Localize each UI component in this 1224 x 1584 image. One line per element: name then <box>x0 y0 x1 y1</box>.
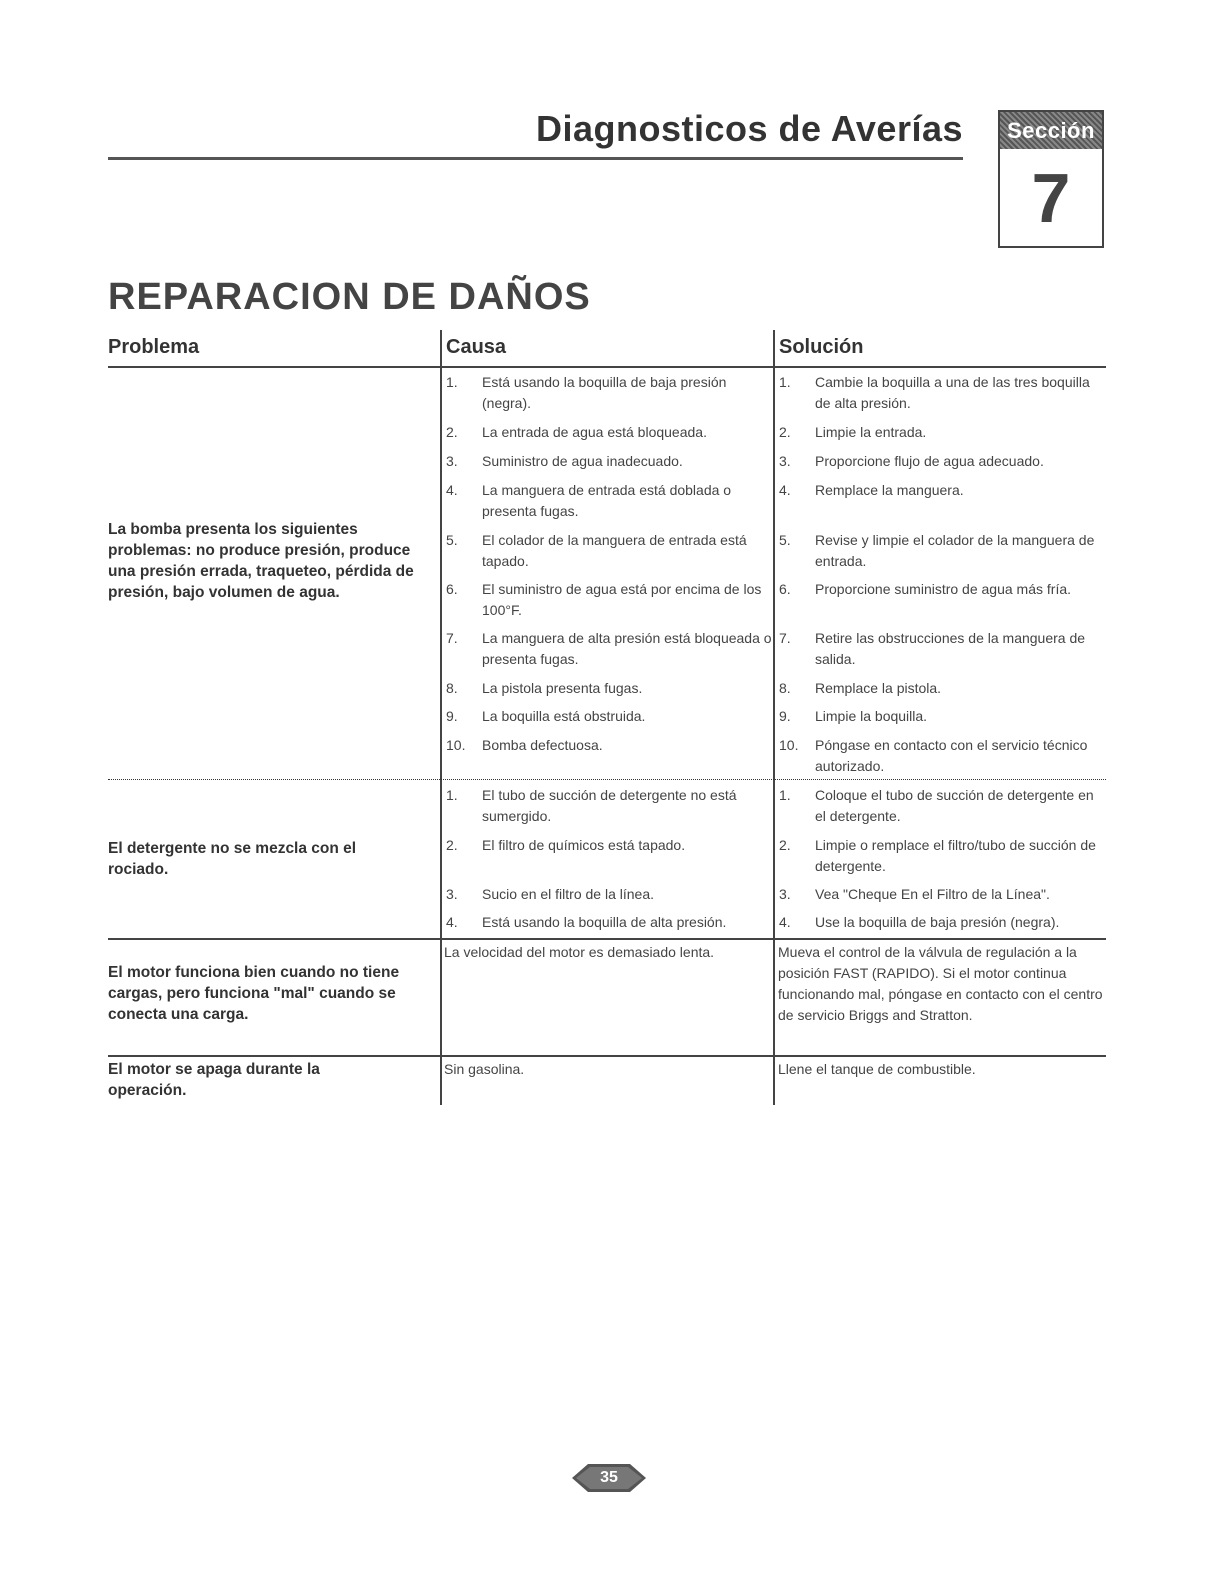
header-rule <box>108 157 963 160</box>
item-number: 4. <box>779 482 791 498</box>
item-number: 5. <box>446 532 458 548</box>
column-header-solution: Solución <box>779 336 864 358</box>
item-number: 1. <box>446 374 458 390</box>
solution-text: Limpie la entrada. <box>815 424 927 440</box>
solution-text: Llene el tanque de combustible. <box>778 1061 976 1077</box>
item-number: 8. <box>446 680 458 696</box>
solution-text: Proporcione flujo de agua adecuado. <box>815 453 1044 469</box>
item-number: 10. <box>446 737 466 753</box>
problem-text: El detergente no se mezcla con el rociado. <box>108 840 357 878</box>
column-header-problem: Problema <box>108 336 200 358</box>
cause-text: El suministro de agua está por encima de los 100°F. <box>482 581 762 618</box>
row-divider <box>108 938 1106 941</box>
item-number: 2. <box>446 424 458 440</box>
solution-text: Coloque el tubo de succión de detergente en el detergente. <box>815 787 1094 824</box>
problem-text: El motor funciona bien cuando no tiene cargas, pero funciona "mal" cuando se conecta una carga. <box>108 964 400 1023</box>
item-number: 3. <box>779 453 791 469</box>
row-divider <box>108 1055 1106 1058</box>
cause-text: El filtro de químicos está tapado. <box>482 837 686 853</box>
item-number: 3. <box>779 886 791 902</box>
cause-text: La velocidad del motor es demasiado lenta. <box>444 944 715 960</box>
solution-item <box>779 372 1104 414</box>
cause-text: Está usando la boquilla de alta presión. <box>482 914 727 930</box>
item-number: 2. <box>779 837 791 853</box>
item-number: 9. <box>779 708 791 724</box>
row-divider <box>108 779 1106 781</box>
cause-text: El colador de la manguera de entrada está tapado. <box>482 532 747 569</box>
cause-text: La manguera de alta presión está bloqueada o presenta fugas. <box>482 630 772 667</box>
item-number: 7. <box>446 630 458 646</box>
item-number: 1. <box>779 374 791 390</box>
item-number: 3. <box>446 886 458 902</box>
cause-text: El tubo de succión de detergente no está sumergido. <box>482 787 737 824</box>
item-number: 6. <box>446 581 458 597</box>
page-number: 35 <box>600 1469 618 1486</box>
item-number: 10. <box>779 737 799 753</box>
problem-text: La bomba presenta los siguientes problemas: no produce presión, produce una presión errada, traqueteo, pérdida de presión, bajo volumen de agua. <box>108 521 414 601</box>
item-number: 1. <box>446 787 458 803</box>
solution-text: Use la boquilla de baja presión (negra). <box>815 914 1060 930</box>
page-heading: REPARACION DE DAÑOS <box>108 276 591 318</box>
item-number: 2. <box>779 424 791 440</box>
item-number: 5. <box>779 532 791 548</box>
cause-text: Bomba defectuosa. <box>482 737 603 753</box>
cause-text: Sin gasolina. <box>444 1061 525 1077</box>
cause-text: Suministro de agua inadecuado. <box>482 453 683 469</box>
item-number: 3. <box>446 453 458 469</box>
item-number: 2. <box>446 837 458 853</box>
item-number: 9. <box>446 708 458 724</box>
solution-text: Remplace la manguera. <box>815 482 964 498</box>
section-badge <box>998 110 1104 248</box>
column-divider <box>773 330 775 1105</box>
cause-text: La manguera de entrada está doblada o presenta fugas. <box>482 482 732 519</box>
item-number: 4. <box>779 914 791 930</box>
item-number: 8. <box>779 680 791 696</box>
cause-text: Sucio en el filtro de la línea. <box>482 886 654 902</box>
cause-text: Está usando la boquilla de baja presión (negra). <box>482 374 727 411</box>
item-number: 4. <box>446 914 458 930</box>
cause-text: La boquilla está obstruida. <box>482 708 646 724</box>
cause-text: La pistola presenta fugas. <box>482 680 643 696</box>
column-header-cause: Causa <box>446 336 507 358</box>
chapter-title: Diagnosticos de Averías <box>536 108 963 149</box>
solution-text: Revise y limpie el colador de la manguera de entrada. <box>815 532 1095 569</box>
solution-text: Póngase en contacto con el servicio técnico autorizado. <box>815 737 1088 774</box>
solution-text: Mueva el control de la válvula de regulación a la posición FAST (RAPIDO). Si el motor continua funcionando mal, póngase en contacto con el centro de servicio Briggs and Stratton. <box>778 944 1103 1023</box>
solution-text: Proporcione suministro de agua más fría. <box>815 581 1072 597</box>
section-label: Sección <box>1000 112 1102 149</box>
cause-text: La entrada de agua está bloqueada. <box>482 424 707 440</box>
solution-text: Vea "Cheque En el Filtro de la Línea". <box>815 886 1050 902</box>
header-underline <box>108 366 1106 369</box>
cause-item <box>446 372 771 414</box>
solution-text: Limpie o remplace el filtro/tubo de succión de detergente. <box>815 837 1096 874</box>
solution-text: Limpie la boquilla. <box>815 708 928 724</box>
page-number-badge <box>572 1460 646 1496</box>
item-number: 7. <box>779 630 791 646</box>
column-divider <box>440 330 442 1105</box>
item-number: 4. <box>446 482 458 498</box>
item-number: 6. <box>779 581 791 597</box>
problem-text: El motor se apaga durante la operación. <box>108 1061 320 1099</box>
item-number: 1. <box>779 787 791 803</box>
solution-text: Cambie la boquilla a una de las tres boquilla de alta presión. <box>815 374 1090 411</box>
solution-text: Remplace la pistola. <box>815 680 942 696</box>
solution-text: Retire las obstrucciones de la manguera de salida. <box>815 630 1086 667</box>
section-number: 7 <box>1031 159 1071 237</box>
